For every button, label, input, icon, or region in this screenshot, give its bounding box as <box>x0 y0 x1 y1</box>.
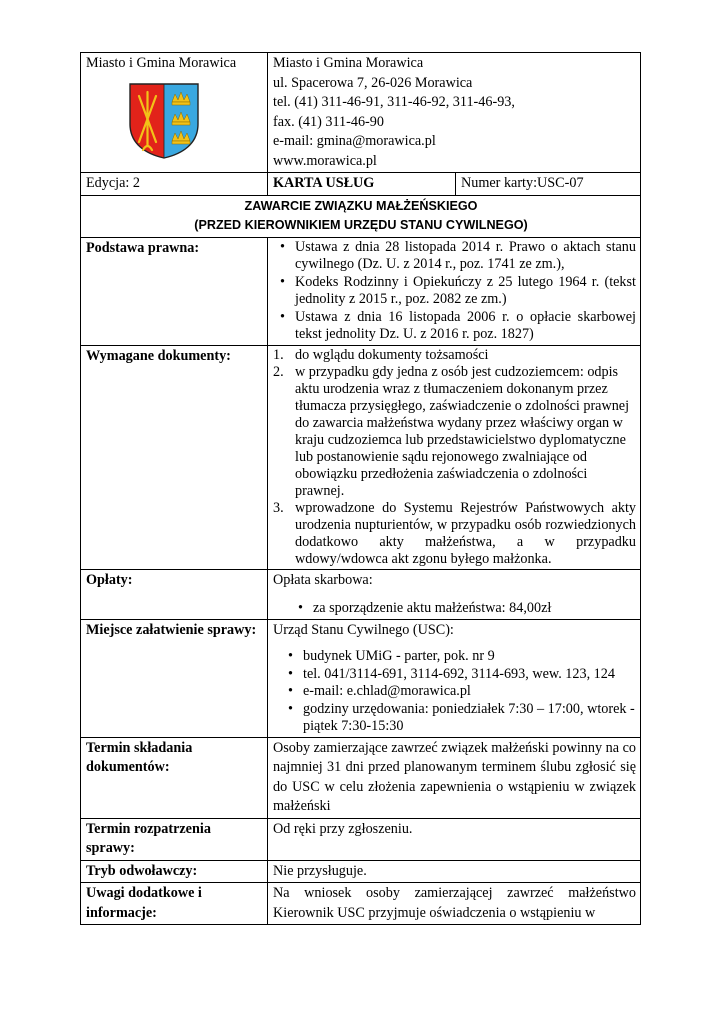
fees-content <box>268 569 641 619</box>
contact-line-street: ul. Spacerowa 7, 26-026 Morawica <box>273 74 473 91</box>
fees-row <box>81 569 641 619</box>
header-row <box>81 53 641 173</box>
appeal-label: Tryb odwoławczy: <box>81 860 268 883</box>
place-list <box>273 648 636 736</box>
appeal-row <box>81 860 641 883</box>
contact-line-email: e-mail: gmina@morawica.pl <box>273 133 436 149</box>
service-title-line2: (PRZED KIEROWNIKIEM URZĘDU STANU CYWILNEGO) <box>194 218 528 232</box>
list-item: • tel. 041/3114-691, 3114-692, 3114-693, wew. 123, 124 <box>303 666 636 684</box>
title-row <box>81 195 641 237</box>
review-deadline-row <box>81 818 641 860</box>
list-item: 2. w przypadku gdy jedna z osób jest cudzoziemcem: odpis aktu urodzenia wraz z tłumaczeniem dokonanym przez tłumacza przysięgłego, zaświadczenie o zdolności prawnej do zawarcia małżeństwa wydany przez właściwy organ w kraju cudzoziemca lub przedstawicielstwo dyplomatyczne lub postanowienie sądu rejonowego zwalniające od obowiązku przedłożenia zaświadczenia o zdolności prawnej. <box>273 363 630 499</box>
legal-basis-content <box>268 237 641 345</box>
submission-deadline-label: Termin składania dokumentów: <box>81 737 268 818</box>
list-item: 1. do wglądu dokumenty tożsamości <box>273 346 489 363</box>
list-item: • Ustawa z dnia 28 listopada 2014 r. Prawo o aktach stanu cywilnego (Dz. U. z 2014 r., poz. 1741 ze zm.), <box>295 239 636 274</box>
service-title-line1: ZAWARCIE ZWIĄZKU MAŁŻEŃSKIEGO <box>244 198 478 213</box>
required-documents-label: Wymagane dokumenty: <box>81 345 268 569</box>
required-documents-row <box>81 345 641 569</box>
municipality-name: Miasto i Gmina Morawica <box>86 55 237 71</box>
appeal-text: Nie przysługuje. <box>268 860 641 883</box>
fees-list <box>273 600 636 618</box>
place-intro: Urząd Stanu Cywilnego (USC): <box>273 621 454 638</box>
list-item: • budynek UMiG - parter, pok. nr 9 <box>303 648 636 666</box>
submission-deadline-text: Osoby zamierzające zawrzeć związek małżeński powinny na co najmniej 31 dni przed planowanym terminem ślubu zgłosić się do USC w celu złożenia zapewnienia o wstąpieniu w związek małżeński <box>268 737 641 818</box>
contact-line-phone: tel. (41) 311-46-91, 311-46-92, 311-46-93, <box>273 94 515 110</box>
list-item: • Ustawa z dnia 16 listopada 2006 r. o opłacie skarbowej tekst jednolity Dz. U. z 2016 r. poz. 1827) <box>295 309 636 344</box>
notes-label: Uwagi dodatkowe i informacje: <box>81 883 268 925</box>
list-item: • za sporządzenie aktu małżeństwa: 84,00zł <box>313 600 636 618</box>
list-item: • e-mail: e.chlad@morawica.pl <box>303 683 636 701</box>
contact-cell <box>268 53 641 173</box>
place-content <box>268 619 641 737</box>
review-deadline-text: Od ręki przy zgłoszeniu. <box>268 818 641 860</box>
municipality-cell <box>81 53 268 173</box>
list-item: • godziny urzędowania: poniedziałek 7:30 – 17:00, wtorek - piątek 7:30-15:30 <box>303 701 636 736</box>
card-label-cell: KARTA USŁUG <box>268 173 456 196</box>
meta-row <box>81 173 641 196</box>
contact-line-name: Miasto i Gmina Morawica <box>273 55 424 71</box>
place-label: Miejsce załatwienie sprawy: <box>81 619 268 737</box>
fees-label: Opłaty: <box>81 569 268 619</box>
required-documents-content <box>268 345 641 569</box>
coat-of-arms-logo <box>126 80 202 160</box>
notes-text: Na wniosek osoby zamierzającej zawrzeć małżeństwo Kierownik USC przyjmuje oświadczenia o wstąpieniu w <box>268 883 641 925</box>
contact-line-fax: fax. (41) 311-46-90 <box>273 113 384 130</box>
list-item: 3. wprowadzone do Systemu Rejestrów Państwowych akty urodzenia nupturientów, w przypadku osób rozwiedzionych dodatkowo akty małżeństwa, a w przypadku wdowy/wdowca akt zgonu byłego małżonka. <box>273 499 636 567</box>
legal-basis-label: Podstawa prawna: <box>81 237 268 345</box>
notes-row <box>81 883 641 925</box>
card-number-cell: Numer karty:USC-07 <box>456 173 641 196</box>
service-title <box>81 195 641 237</box>
legal-basis-list <box>273 239 636 344</box>
service-card-table <box>80 52 641 925</box>
edition-cell: Edycja: 2 <box>81 173 268 196</box>
review-deadline-label: Termin rozpatrzenia sprawy: <box>81 818 268 860</box>
fees-intro: Opłata skarbowa: <box>273 571 373 588</box>
list-item: • Kodeks Rodzinny i Opiekuńczy z 25 lutego 1964 r. (tekst jednolity z 2015 r., poz. 2082 ze zm.) <box>295 274 636 309</box>
submission-deadline-row <box>81 737 641 818</box>
legal-basis-row <box>81 237 641 345</box>
place-row <box>81 619 641 737</box>
contact-line-www: www.morawica.pl <box>273 152 377 169</box>
required-documents-list <box>273 347 636 568</box>
